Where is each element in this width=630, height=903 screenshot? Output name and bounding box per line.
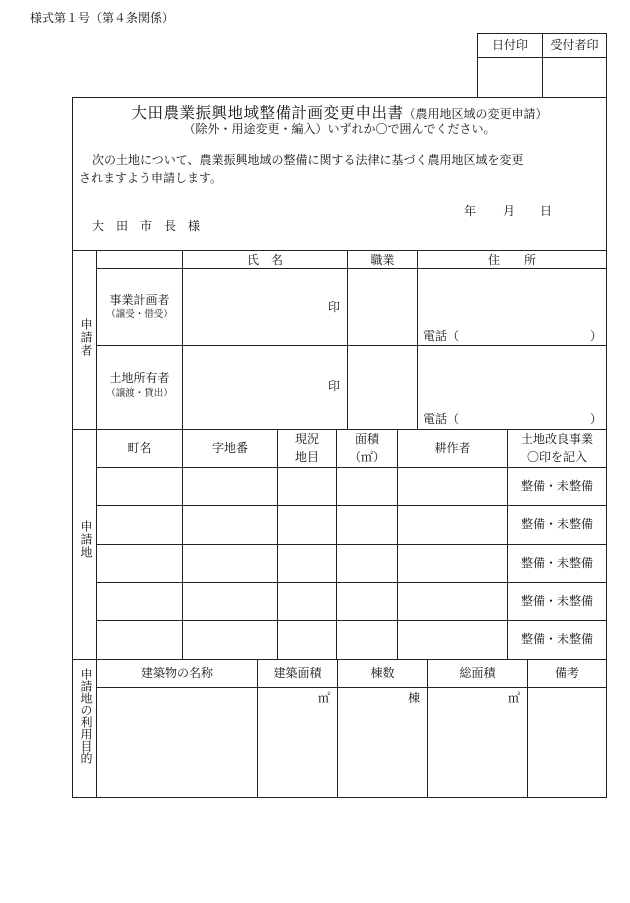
land-section-label: 申請地 (79, 520, 93, 559)
col-improvement-1: 土地改良事業 (520, 432, 593, 446)
purpose-section-label: 申請地の利用目的 (79, 668, 93, 764)
title-line (73, 101, 606, 123)
applicant-name-field[interactable] (183, 269, 347, 345)
table-row[interactable] (97, 506, 507, 544)
remarks-field[interactable] (528, 688, 606, 797)
applicant-occupation-field[interactable] (348, 269, 417, 345)
col-cultivator: 耕作者 (434, 441, 471, 455)
col-category-1: 現況 (294, 432, 319, 446)
phone-close: ） (590, 329, 603, 343)
date-stamp-box[interactable] (478, 58, 542, 97)
col-building-count: 棟数 (370, 666, 395, 680)
owner-role-note: （譲渡・貸出） (106, 388, 173, 399)
date-stamp-label: 日付印 (491, 38, 528, 52)
improvement-choice[interactable]: 整備・未整備 (520, 632, 593, 646)
col-building-area: 建築面積 (273, 666, 322, 680)
form-title-note: （農用地区域の変更申請） (403, 107, 548, 121)
col-address: 住 所 (487, 253, 536, 267)
table-row[interactable] (97, 545, 507, 582)
col-occupation: 職業 (370, 253, 395, 267)
date-day-label: 日 (540, 204, 553, 218)
applicant-role: 事業計画者 (109, 293, 170, 307)
col-remarks: 備考 (554, 666, 579, 680)
phone-label: 電話（ (423, 329, 460, 343)
table-row[interactable] (97, 468, 507, 505)
seal-mark: 印 (328, 300, 341, 314)
table-row[interactable] (97, 621, 507, 659)
improvement-choice[interactable]: 整備・未整備 (520, 479, 593, 493)
addressee: 大 田 市 長 様 (92, 219, 201, 233)
seal-mark: 印 (328, 379, 341, 393)
form-number: 様式第１号（第４条関係） (30, 11, 175, 25)
col-improvement-2: 〇印を記入 (526, 450, 587, 464)
col-lot: 字地番 (211, 441, 248, 455)
improvement-choice[interactable]: 整備・未整備 (520, 517, 593, 531)
form-title: 大田農業振興地域整備計画変更申出書 (131, 104, 404, 122)
receiver-stamp-label: 受付者印 (550, 38, 599, 52)
improvement-choice[interactable]: 整備・未整備 (520, 594, 593, 608)
phone-close: ） (590, 412, 603, 426)
owner-role: 土地所有者 (109, 371, 170, 385)
unit-square-meter: ㎡ (318, 691, 331, 705)
table-row[interactable] (97, 583, 507, 620)
unit-building: 棟 (408, 691, 421, 705)
date-month-label: 月 (503, 204, 516, 218)
owner-occupation-field[interactable] (348, 346, 417, 429)
owner-name-field[interactable] (183, 346, 347, 429)
col-total-area: 総面積 (459, 666, 496, 680)
date-year-label: 年 (464, 204, 477, 218)
applicant-section-label: 申請者 (79, 318, 93, 357)
body-line-1: 次の土地について、農業振興地域の整備に関する法律に基づく農用地区域を変更 (92, 153, 524, 167)
unit-square-meter: ㎡ (508, 691, 521, 705)
applicant-role-note: （譲受・借受） (106, 309, 173, 320)
body-line-2: されますよう申請します。 (79, 171, 223, 185)
col-area-1: 面積 (354, 432, 379, 446)
form-subtitle: （除外・用途変更・編入）いずれか〇で囲んでください。 (183, 122, 496, 136)
receiver-stamp-box[interactable] (543, 58, 606, 97)
col-building-name: 建築物の名称 (140, 666, 213, 680)
phone-label: 電話（ (423, 412, 460, 426)
improvement-choice[interactable]: 整備・未整備 (520, 556, 593, 570)
col-area-2: （㎡） (348, 450, 385, 464)
col-category-2: 地目 (294, 450, 319, 464)
building-name-field[interactable] (97, 688, 257, 797)
col-town: 町名 (127, 441, 152, 455)
col-name: 氏 名 (246, 253, 283, 267)
